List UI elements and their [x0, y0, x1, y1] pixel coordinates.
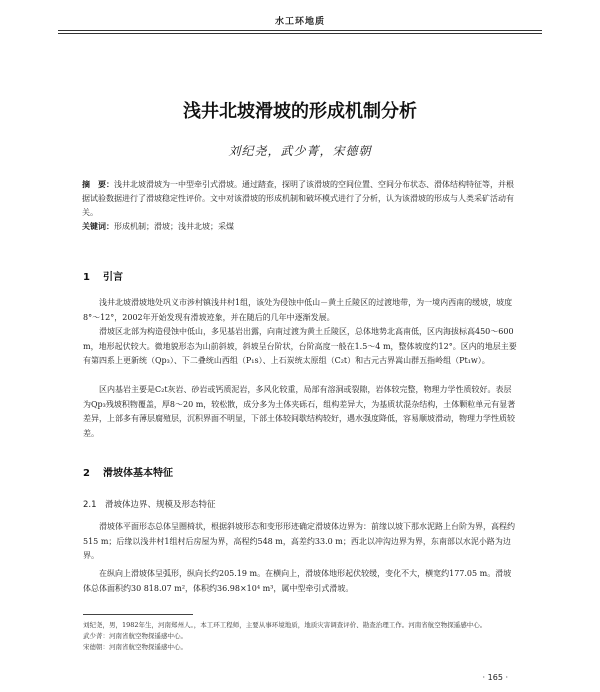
- journal-header: 水工环地质: [274, 17, 325, 27]
- keywords-label: 关键词：: [82, 222, 114, 231]
- footnotes: [83, 620, 517, 653]
- section-heading-features: [83, 464, 173, 479]
- abstract: [82, 178, 514, 220]
- paper-title: 浅井北坡滑坡的形成机制分析: [183, 101, 417, 122]
- abstract-label: 摘 要：: [82, 180, 114, 189]
- header-rule: [58, 30, 542, 31]
- keywords-text: 形成机制；滑坡；浅井北坡；采煤: [114, 222, 234, 231]
- subsection-heading: [83, 498, 216, 510]
- page-number: · 165 ·: [482, 673, 508, 682]
- footnote-rule: [83, 614, 193, 615]
- header-rule-double: [58, 33, 542, 34]
- section-number: 2: [83, 468, 90, 479]
- footnote-author-2: 武少菁：河南省航空物探遥感中心。: [83, 632, 187, 640]
- footnote-author-3: 宋德朝：河南省航空物探遥感中心。: [83, 643, 187, 651]
- section-title: 引言: [103, 272, 123, 283]
- paper-authors: 刘纪尧，武少菁，宋德朝: [228, 144, 372, 158]
- intro-paragraph-3: 区内基岩主要是C₂t灰岩、砂岩或钙质泥岩，多风化较重，局部有溶洞或裂隙，岩体较完整，物理力学性质较好。表层为Qp₃残坡积物覆盖，厚8～20 m，较松散，成分多为土体夹砾石，组构差异大，为基质状混杂结构，土体颗粒单元有显著差异，上部多有薄层腐殖层，沉积界面不明显，下部土体较间歇结构较好，遇水强度降低，容易顺坡滑动，物理力学性质较差。: [83, 385, 516, 438]
- section-heading-intro: [83, 268, 123, 283]
- subsection-number: 2.1: [83, 500, 97, 510]
- features-paragraph-1: 滑坡体平面形态总体呈圈椅状，根据斜坡形态和变形形迹确定滑坡体边界为：前缘以坡下那水泥路上台阶为界，高程约515 m；后缘以浅井村1组村后房屋为界，高程约548 m，高差约33.0 m；西北以冲沟边界为界，东南部以水泥小路为边界。: [83, 522, 515, 560]
- footnote-author-1: 刘纪尧，男，1982年生，河南郑州人。，本工环工程师，主要从事环境地质，地质灾害调查评价、勘查治理工作。河南省航空物探遥感中心。: [83, 621, 487, 629]
- subsection-title: 滑坡体边界、规模及形态特征: [105, 500, 216, 510]
- section-number: 1: [83, 272, 90, 283]
- abstract-text: 浅井北坡滑坡为一中型牵引式滑坡。通过踏查，探明了该滑坡的空间位置、空间分布状态、滑体结构特征等，并根据试验数据进行了滑坡稳定性评价。文中对该滑坡的形成机制和破坏模式进行了分析，认为该滑坡的形成与人类采矿活动有关。: [82, 180, 514, 217]
- intro-paragraph-1: 浅井北坡滑坡地处巩义市涉村镇浅井村1组，该处为侵蚀中低山－黄土丘陵区的过渡地带，为一境内西南的缓坡，坡度8°～12°，2002年开始发现有滑坡迹象，并在随后的几年中逐渐发展。: [83, 298, 513, 322]
- keywords: [82, 220, 514, 234]
- section-title: 滑坡体基本特征: [103, 468, 173, 479]
- intro-paragraph-2: 滑坡区北部为构造侵蚀中低山，多见基岩出露，向南过渡为黄土丘陵区，总体地势北高南低，区内海拔标高450～600 m，地形起伏较大。微地貌形态为山前斜坡，斜坡呈台阶状，台阶高度一般在1.5～4 m，整体坡度约12°。区内的地层主要有第四系上更新统（Qp₃）、下二叠统山西组（P₁s）、上石炭统太原组（C₂t）和古元古界嵩山群五指岭组（Pt₁w）。: [83, 327, 517, 365]
- features-paragraph-2: 在纵向上滑坡体呈弧形，纵向长约205.19 m。在横向上，滑坡体地形起伏较缓，变化不大，横宽约177.05 m。滑坡体总体面积约30 818.07 m²，体积约36.98×10⁴ m³，属中型牵引式滑坡。: [83, 569, 512, 593]
